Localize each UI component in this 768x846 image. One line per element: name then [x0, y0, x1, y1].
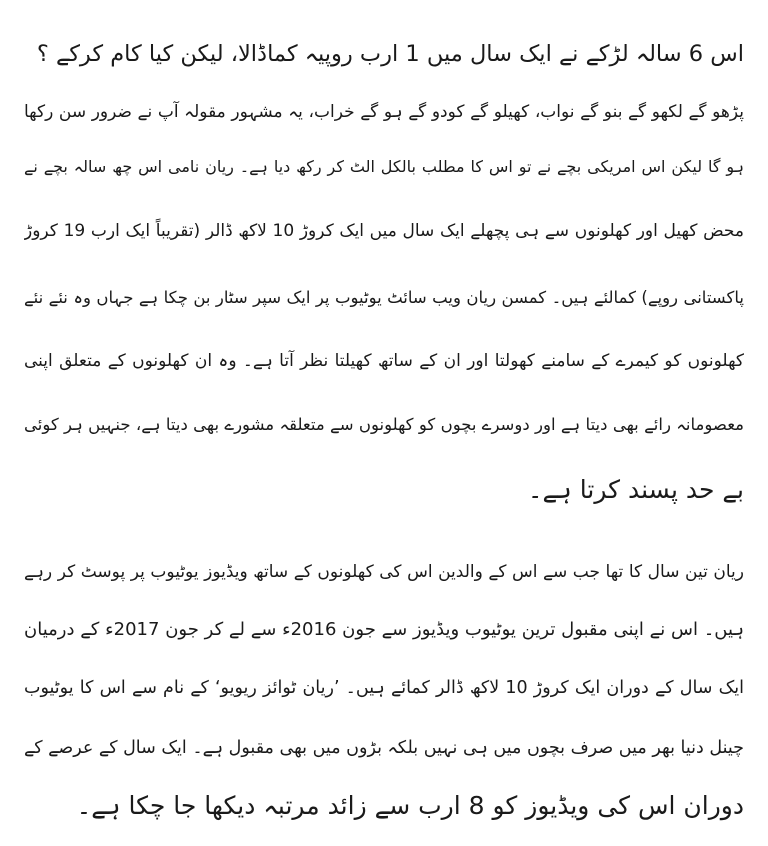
paragraph-1-line-1: پڑھو گے لکھو گے بنو گے نواب، کھیلو گے کودو گے ہو گے خراب، یہ مشہور مقولہ آپ نے ضرور سن رکھا [24, 102, 744, 122]
paragraph-1-line-7: بے حد پسند کرتا ہے۔ [527, 475, 744, 504]
paragraph-2-line-3: ایک سال کے دوران ایک کروڑ 10 لاکھ ڈالر کمائے ہیں۔ ’ریان ٹوائز ریویو‘ کے نام سے اس کا یوٹیوب [24, 678, 744, 698]
paragraph-1-line-6: معصومانہ رائے بھی دیتا ہے اور دوسرے بچوں کو کھلونوں سے متعلقہ مشورے بھی دیتا ہے، جنہیں ہر کوئی [24, 415, 744, 434]
paragraph-2-line-2: ہیں۔ اس نے اپنی مقبول ترین یوٹیوب ویڈیوز سے جون 2016ء سے لے کر جون 2017ء کے درمیان [24, 619, 744, 640]
paragraph-1-line-3: محض کھیل اور کھلونوں سے ہی پچھلے ایک سال میں ایک کروڑ 10 لاکھ ڈالر (تقریباً ایک ارب 19 کروڑ [24, 221, 744, 241]
paragraph-2-line-4: چینل دنیا بھر میں صرف بچوں میں ہی نہیں بلکہ بڑوں میں بھی مقبول ہے۔ ایک سال کے عرصے کے [24, 738, 744, 758]
paragraph-2-line-5: دوران اس کی ویڈیوز کو 8 ارب سے زائد مرتبہ دیکھا جا چکا ہے۔ [76, 791, 744, 820]
paragraph-1-line-4: پاکستانی روپے) کمالئے ہیں۔ کمسن ریان ویب سائٹ یوٹیوب پر ایک سپر سٹار بن چکا ہے جہاں وہ نئے نئے [24, 288, 744, 307]
paragraph-1-line-5: کھلونوں کو کیمرے کے سامنے کھولتا اور ان کے ساتھ کھیلتا نظر آتا ہے۔ وہ ان کھلونوں کے متعلق اپنی [24, 351, 744, 371]
article-title: اس 6 سالہ لڑکے نے ایک سال میں 1 ارب روپیہ کماڈالا، لیکن کیا کام کرکے ؟ [36, 41, 744, 67]
paragraph-1-line-2: ہو گا لیکن اس امریکی بچے نے تو اس کا مطلب بالکل الٹ کر رکھ دیا ہے۔ ریان نامی اس چھ سالہ بچے نے [24, 157, 744, 176]
paragraph-2-line-1: ریان تین سال کا تھا جب سے اس کے والدین اس کی کھلونوں کے ساتھ ویڈیوز یوٹیوب پر پوسٹ کر رہے [24, 562, 744, 582]
